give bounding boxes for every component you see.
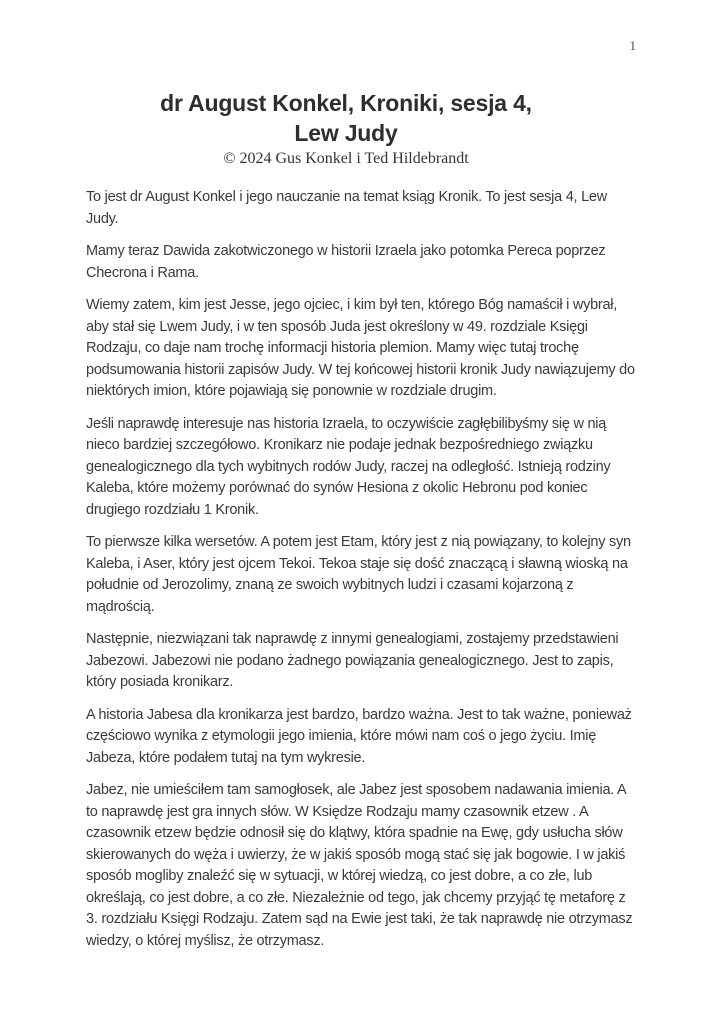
paragraph-jabez-etymology: A historia Jabesa dla kronikarza jest bardzo, bardzo ważna. Jest to tak ważne, ponieważ częściowo wynika z etymologii jego imienia, które mówi nam coś o jego życiu. Imię Jabeza, które podałem tutaj na tym wykresie. — [86, 706, 632, 766]
document-title-line-1: dr August Konkel, Kroniki, sesja 4, — [160, 90, 532, 116]
paragraph-jesse-lion-of-judah: Wiemy zatem, kim jest Jesse, jego ojciec, i kim był ten, którego Bóg namaścił i wybrał, aby stał się Lwem Judy, i w ten sposób Juda jest określony w 49. rozdziale Księgi Rodzaju, co daje nam trochę informacji historia plemion. Mamy więc tutaj trochę podsumowania historii zapisów Judy. W tej końcowej historii kronik Judy nawiązujemy do niektórych imion, które pojawiają się ponownie w rozdziale drugim. — [86, 297, 635, 399]
copyright-line: © 2024 Gus Konkel i Ted Hildebrandt — [223, 150, 469, 167]
paragraph-jabez-introduction: Następnie, niezwiązani tak naprawdę z innymi genealogiami, zostajemy przedstawieni Jabezowi. Jabezowi nie podano żadnego powiązania genealogicznego. Jest to zapis, który posiada kronikarz. — [86, 631, 619, 690]
paragraph-david-anchored: Mamy teraz Dawida zakotwiczonego w historii Izraela jako potomka Pereca poprzez Checrona i Rama. — [86, 243, 606, 281]
page-number: 1 — [629, 38, 636, 53]
document-header — [86, 0, 606, 169]
paragraph-genealogy-caleb: Jeśli naprawdę interesuje nas historia Izraela, to oczywiście zagłębilibyśmy się w nią nieco bardziej szczegółowo. Kronikarz nie podaje jednak bezpośredniego związku genealogicznego dla tych wybitnych rodów Judy, raczej na odległość. Istnieją rodziny Kaleba, które możemy porównać do synów Hesiona z okolic Hebronu pod koniec drugiego rozdziału 1 Kronik. — [86, 415, 611, 518]
document-body — [86, 187, 640, 952]
paragraph-intro: To jest dr August Konkel i jego nauczanie na temat ksiąg Kronik. To jest sesja 4, Lew Judy. — [86, 189, 607, 227]
paragraph-jabez-etzew-wordplay: Jabez, nie umieściłem tam samogłosek, ale Jabez jest sposobem nadawania imienia. A to naprawdę jest gra innych słów. W Księdze Rodzaju mamy czasownik etzew . A czasownik etzew będzie odnosił się do klątwy, która spadnie na Ewę, gdy usłucha słów skierowanych do węża i uwierzy, że w jakiś sposób mogą stać się jak bogowie. I w jakiś sposób mogliby znaleźć się w sytuacji, w której wiedzą, co jest dobre, a co złe, lub określają, co jest dobre, a co złe. Niezależnie od tego, jak chcemy przyjąć tę metaforę z 3. rozdziału Księgi Rodzaju. Zatem sąd na Ewie jest taki, że tak naprawdę nie otrzymasz wiedzy, o której myślisz, że otrzymasz. — [86, 782, 633, 949]
document-title-line-2: Lew Judy — [294, 120, 398, 146]
paragraph-etam-tekoa: To pierwsze kilka wersetów. A potem jest Etam, który jest z nią powiązany, to kolejny syn Kaleba, i Aser, który jest ojcem Tekoi. Tekoa staje się dość znaczącą i sławną wioską na południe od Jerozolimy, znaną ze swoich wybitnych ludzi i czasami kojarzoną z mądrością. — [86, 534, 631, 615]
